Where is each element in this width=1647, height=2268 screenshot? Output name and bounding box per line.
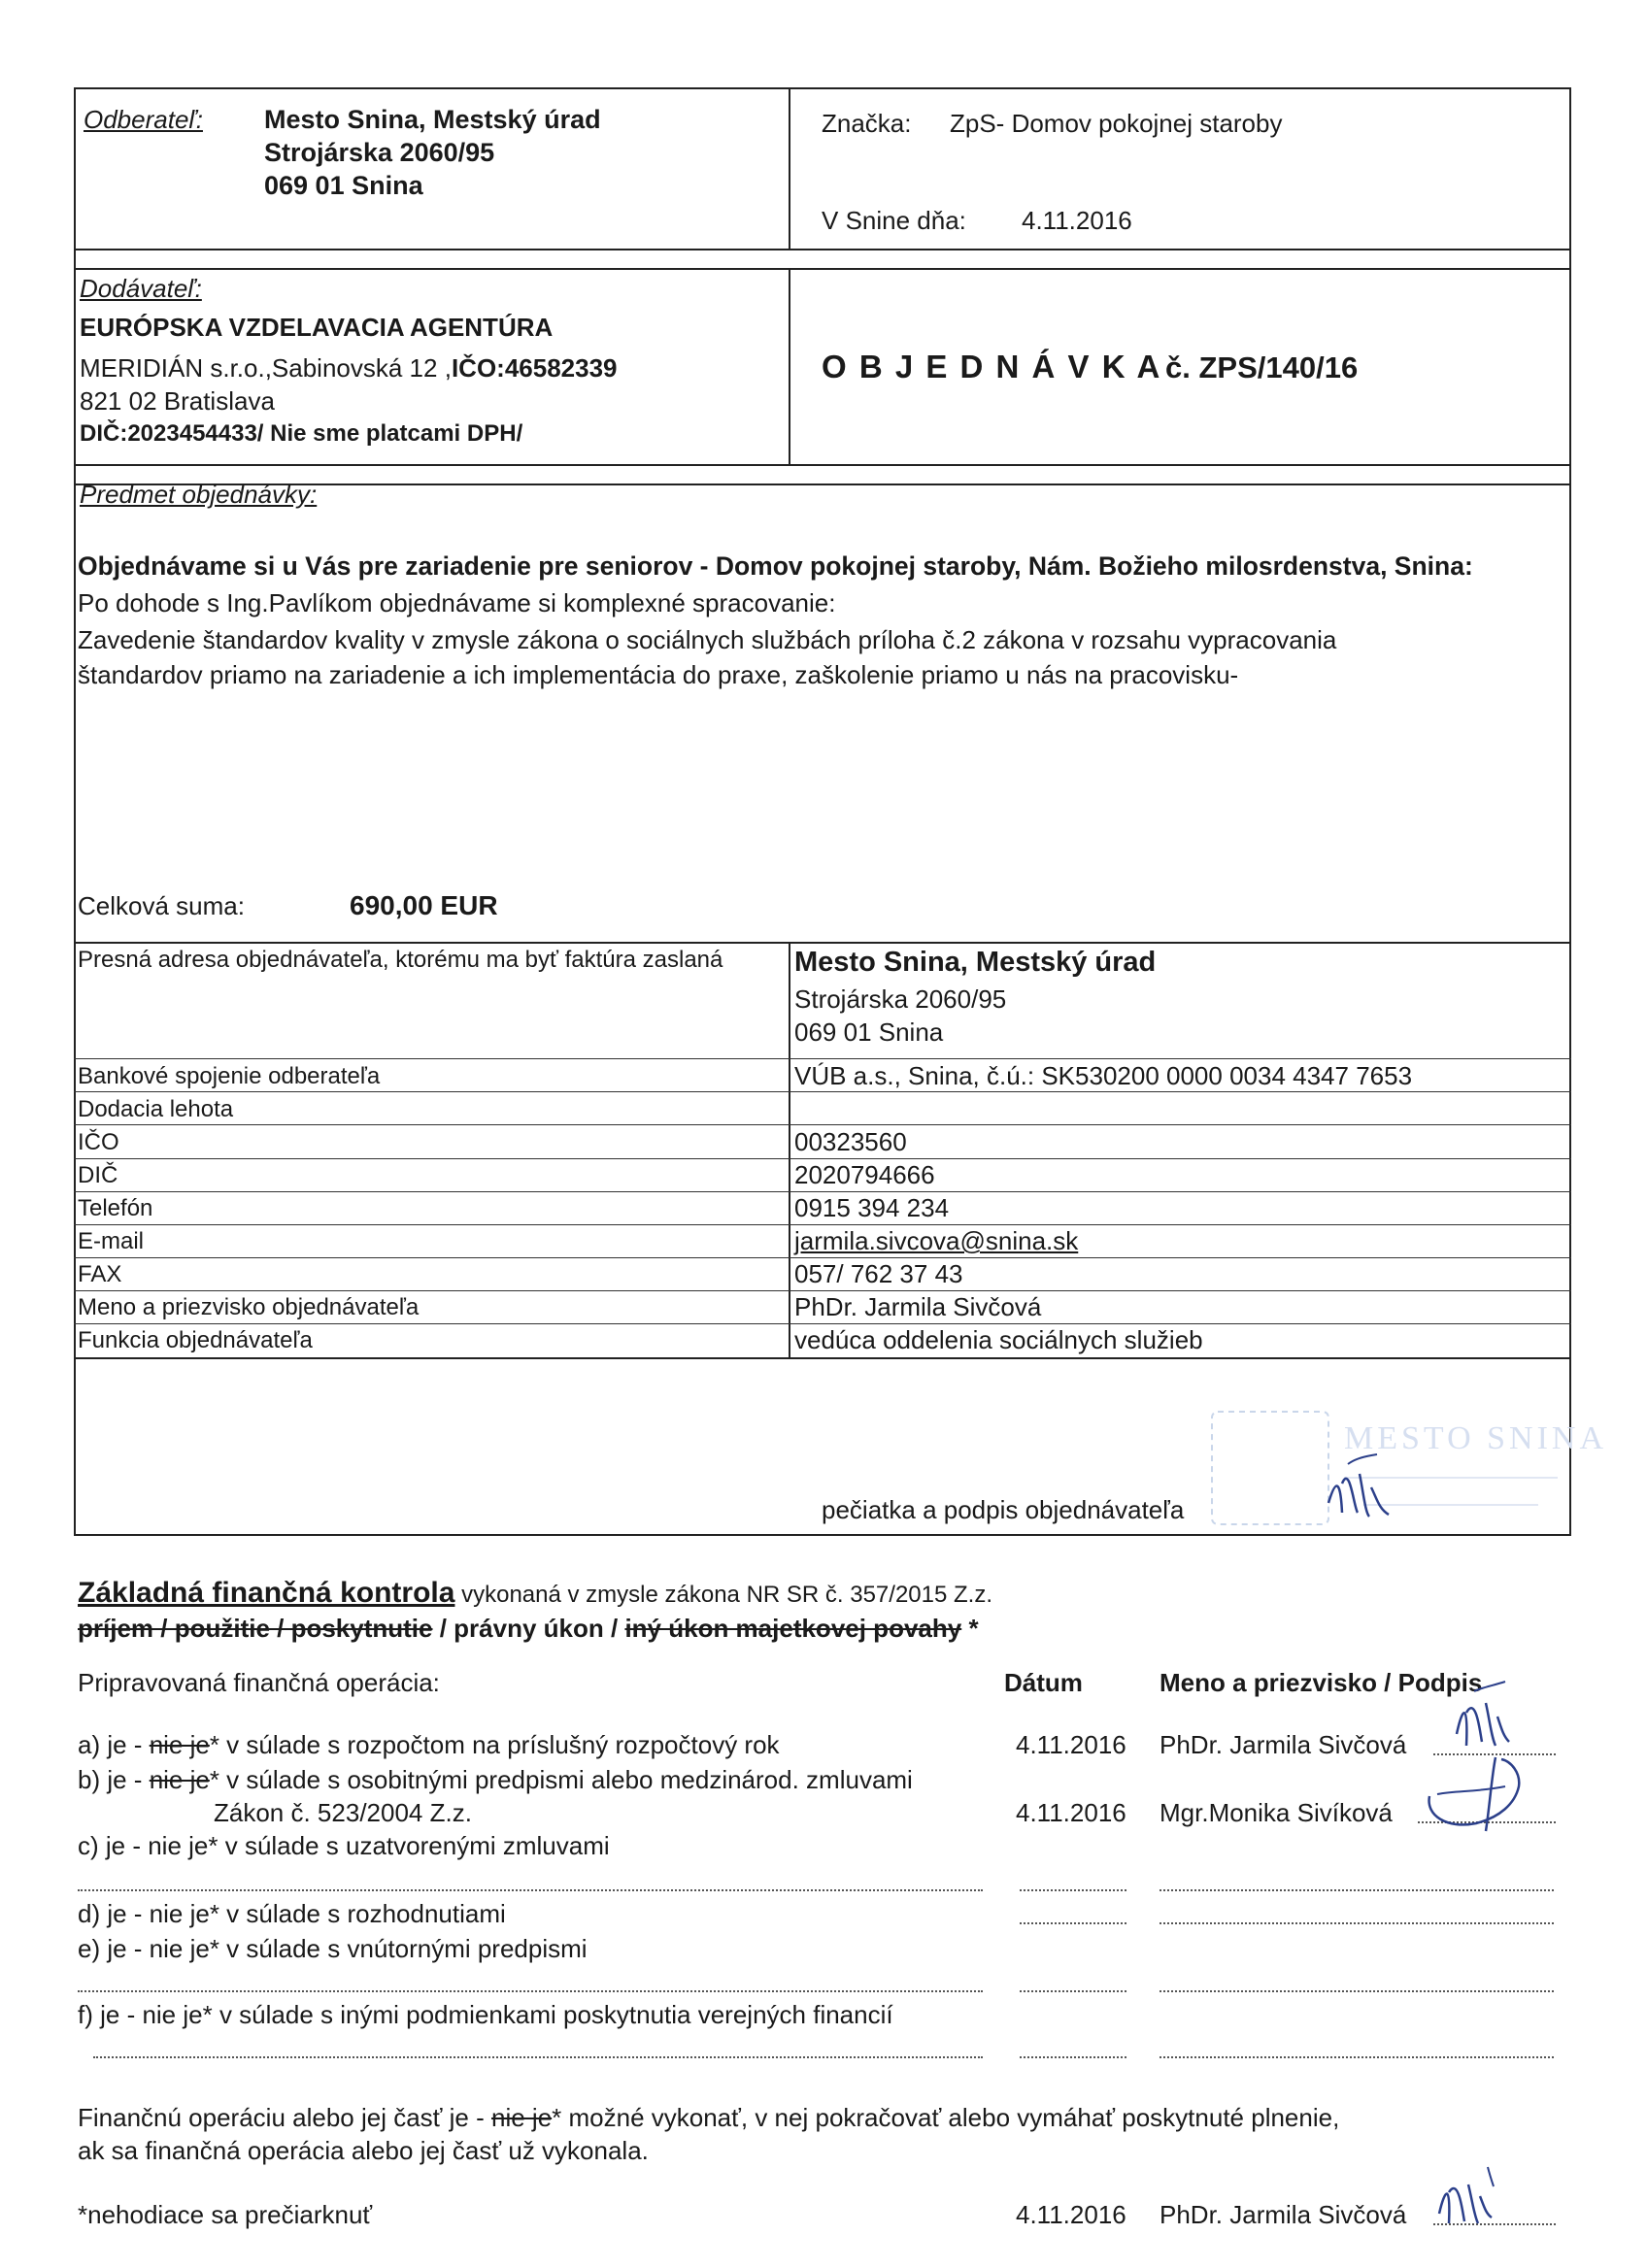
- final-statement-line-1: Finančnú operáciu alebo jej časť je - nie je* možné vykonať, v nej pokračovať alebo vymáhať poskytnuté plnenie,: [78, 2103, 1340, 2132]
- detail-value-function: vedúca oddelenia sociálnych služieb: [794, 1325, 1203, 1354]
- final-name: PhDr. Jarmila Sivčová: [1160, 2200, 1407, 2229]
- invoice-address-street: Strojárska 2060/95: [794, 984, 1007, 1014]
- invoice-address-label: Presná adresa objednávateľa, ktorému ma byť faktúra zaslaná: [78, 947, 723, 973]
- control-item-d: d) je - nie je* v súlade s rozhodnutiami: [78, 1899, 506, 1928]
- footnote: *nehodiace sa prečiarknuť: [78, 2200, 373, 2229]
- handwritten-signature-3: [1418, 1748, 1544, 1835]
- subject-headline: Objednávame si u Vás pre zariadenie pre seniorov - Domov pokojnej staroby, Nám. Božieho milosrdenstva, Snina:: [78, 551, 1473, 581]
- final-statement-line-2: ak sa finančná operácia alebo jej časť už vykonala.: [78, 2136, 649, 2165]
- dotted-name-e: [1160, 1990, 1554, 1992]
- dotted-line-e: [78, 1990, 983, 1992]
- detail-value-ico: 00323560: [794, 1127, 907, 1156]
- invoice-address-city: 069 01 Snina: [794, 1017, 944, 1047]
- col-date-header: Dátum: [1004, 1668, 1083, 1697]
- supplier-name: EURÓPSKA VZDELAVACIA AGENTÚRA: [80, 313, 554, 342]
- dotted-date-d: [1020, 1922, 1126, 1924]
- date-label: V Snine dňa:: [822, 206, 966, 235]
- detail-label-dic: DIČ: [78, 1162, 118, 1188]
- handwritten-signature-2: [1447, 1678, 1515, 1755]
- dotted-date-e: [1020, 1990, 1126, 1992]
- control-item-a: a) je - nie je* v súlade s rozpočtom na príslušný rozpočtový rok: [78, 1730, 780, 1759]
- supplier-company: MERIDIÁN s.r.o.,Sabinovská 12 ,: [80, 353, 452, 383]
- dotted-date-c: [1020, 1889, 1126, 1891]
- control-item-c: c) je - nie je* v súlade s uzatvorenými zmluvami: [78, 1831, 610, 1860]
- dotted-line-f: [93, 2056, 983, 2058]
- reference-value: ZpS- Domov pokojnej staroby: [950, 109, 1283, 138]
- control-subtitle: [78, 1614, 979, 1643]
- supplier-label: Dodávateľ:: [80, 274, 202, 303]
- detail-label-function: Funkcia objednávateľa: [78, 1327, 313, 1353]
- control-title: Základná finančná kontrola: [78, 1577, 455, 1609]
- dotted-date-f: [1020, 2056, 1126, 2058]
- detail-value-fax: 057/ 762 37 43: [794, 1259, 963, 1288]
- detail-label-ico: IČO: [78, 1129, 119, 1155]
- reference-label: Značka:: [822, 109, 912, 138]
- detail-label-orderer-name: Meno a priezvisko objednávateľa: [78, 1294, 420, 1320]
- detail-value-bank: VÚB a.s., Snina, č.ú.: SK530200 0000 0034 4347 7653: [794, 1061, 1413, 1090]
- col-operation-header: Pripravovaná finančná operácia:: [78, 1668, 440, 1697]
- subject-line-2: Zavedenie štandardov kvality v zmysle zákona o sociálnych službách príloha č.2 zákona v rozsahu vypracovania: [78, 625, 1337, 654]
- detail-value-email[interactable]: jarmila.sivcova@snina.sk: [794, 1226, 1079, 1255]
- supplier-address-line: [80, 353, 618, 383]
- supplier-dic: DIČ:2023454433/ Nie sme platcami DPH/: [80, 420, 523, 447]
- control-name-b: Mgr.Monika Sivíková: [1160, 1798, 1393, 1827]
- handwritten-signature-1: [1321, 1445, 1398, 1526]
- supplier-city: 821 02 Bratislava: [80, 386, 275, 416]
- detail-label-fax: FAX: [78, 1261, 122, 1287]
- col-name-header: Meno a priezvisko / Podpis: [1160, 1668, 1483, 1697]
- stamp-signature-label: pečiatka a podpis objednávateľa: [822, 1495, 1185, 1524]
- buyer-street: Strojárska 2060/95: [264, 138, 495, 167]
- stamp-text: MESTO SNINA: [1344, 1420, 1608, 1456]
- handwritten-signature-4: [1429, 2159, 1507, 2229]
- dotted-line-c: [78, 1889, 983, 1891]
- control-item-b-law: Zákon č. 523/2004 Z.z.: [214, 1798, 472, 1827]
- detail-value-dic: 2020794666: [794, 1160, 935, 1189]
- control-item-b: b) je - nie je* v súlade s osobitnými predpismi alebo medzinárod. zmluvami: [78, 1765, 913, 1794]
- control-subtitle-end: *: [961, 1614, 979, 1643]
- control-title-rest: vykonaná v zmysle zákona NR SR č. 357/2015 Z.z.: [454, 1582, 993, 1608]
- buyer-label: Odberateľ:: [84, 105, 203, 134]
- final-date: 4.11.2016: [1016, 2200, 1126, 2229]
- date-value: 4.11.2016: [1022, 206, 1132, 235]
- detail-label-email: E-mail: [78, 1228, 145, 1254]
- control-date-a: 4.11.2016: [1016, 1730, 1126, 1759]
- detail-label-bank: Bankové spojenie odberateľa: [78, 1063, 381, 1089]
- control-date-b: 4.11.2016: [1016, 1798, 1126, 1827]
- dotted-name-d: [1160, 1922, 1554, 1924]
- invoice-address-name: Mesto Snina, Mestský úrad: [794, 947, 1157, 978]
- supplier-ico: IČO:46582339: [451, 353, 618, 383]
- dotted-name-c: [1160, 1889, 1554, 1891]
- buyer-city: 069 01 Snina: [264, 171, 423, 200]
- dotted-name-f: [1160, 2056, 1554, 2058]
- detail-label-delivery: Dodacia lehota: [78, 1096, 234, 1122]
- subject-line-1: Po dohode s Ing.Pavlíkom objednávame si komplexné spracovanie:: [78, 588, 836, 617]
- order-title: O B J E D N Á V K A: [822, 349, 1162, 384]
- subject-label: Predmet objednávky:: [80, 480, 318, 509]
- detail-value-phone: 0915 394 234: [794, 1193, 950, 1222]
- control-name-a: PhDr. Jarmila Sivčová: [1160, 1730, 1407, 1759]
- buyer-name: Mesto Snina, Mestský úrad: [264, 105, 601, 134]
- control-item-f: f) je - nie je* v súlade s inými podmienkami poskytnutia verejných financií: [78, 2000, 893, 2029]
- subject-line-3: štandardov priamo na zariadenie a ich implementácia do praxe, zaškolenie priamo u nás na pracovisku-: [78, 660, 1239, 689]
- total-value: 690,00 EUR: [350, 890, 498, 920]
- order-number: č. ZPS/140/16: [1165, 350, 1359, 384]
- control-subtitle-strike-2: iný úkon majetkovej povahy: [624, 1614, 962, 1643]
- total-label: Celková suma:: [78, 891, 245, 920]
- control-item-e: e) je - nie je* v súlade s vnútornými predpismi: [78, 1934, 588, 1963]
- control-title-line: [78, 1579, 992, 1610]
- control-subtitle-mid: / právny úkon /: [432, 1614, 625, 1643]
- control-subtitle-strike-1: príjem / použitie / poskytnutie: [78, 1614, 433, 1643]
- detail-label-phone: Telefón: [78, 1195, 153, 1221]
- detail-value-orderer-name: PhDr. Jarmila Sivčová: [794, 1292, 1042, 1321]
